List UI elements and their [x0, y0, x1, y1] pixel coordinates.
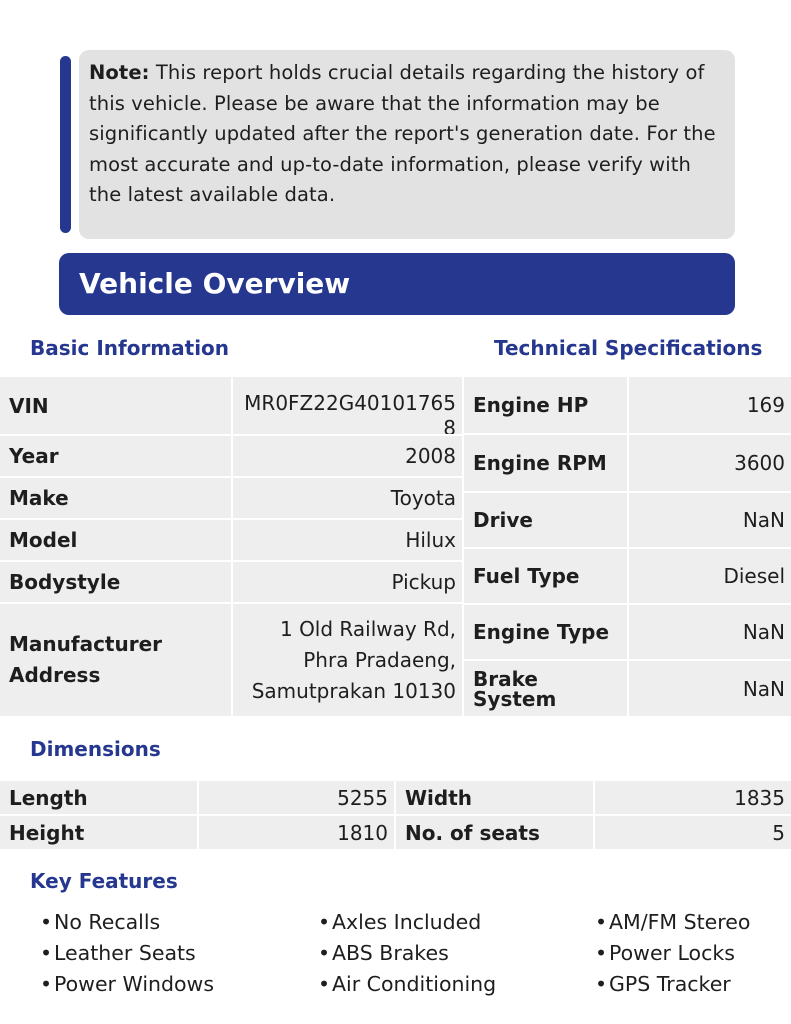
dimensions-title: Dimensions [30, 737, 161, 761]
address-value: 1 Old Railway Rd, Phra Pradaeng, Samutprakan 10130 [233, 604, 462, 716]
list-item: •AM/FM Stereo [595, 910, 751, 934]
note-accent-bar [60, 56, 71, 233]
height-label: Height [0, 816, 197, 849]
engine-hp-label: Engine HP [464, 377, 627, 433]
feature-column-1 [40, 907, 214, 1000]
model-value: Hilux [233, 520, 462, 560]
make-label: Make [0, 478, 231, 518]
vehicle-overview-header: Vehicle Overview [59, 253, 735, 315]
list-item: •Air Conditioning [318, 972, 497, 996]
feature-column-3 [595, 907, 750, 1000]
fuel-type-value: Diesel [629, 549, 791, 603]
engine-rpm-label: Engine RPM [464, 435, 627, 491]
fuel-type-label: Fuel Type [464, 549, 627, 603]
seats-label: No. of seats [396, 816, 593, 849]
vin-value: MR0FZ22G401017658 [233, 377, 462, 434]
list-item: •Power Locks [595, 941, 735, 965]
note-label: Note: [89, 61, 150, 84]
list-item: •GPS Tracker [595, 972, 731, 996]
note-text: This report holds crucial details regarding the history of this vehicle. Please be aware that the information may be significantly updated after the report's generation date. For the most accurate and up-to-date information, please verify with the latest available data. [89, 61, 716, 206]
address-label: Manufacturer Address [0, 604, 231, 716]
key-features-title: Key Features [30, 869, 178, 893]
note-box [79, 50, 735, 239]
list-item: •No Recalls [40, 910, 161, 934]
drive-label: Drive [464, 493, 627, 547]
report-note [60, 50, 735, 239]
engine-type-value: NaN [629, 605, 791, 659]
engine-type-label: Engine Type [464, 605, 627, 659]
brake-system-label: Brake System [464, 661, 627, 716]
list-item: •Power Windows [40, 972, 215, 996]
seats-value: 5 [595, 816, 791, 849]
basic-info-title: Basic Information [30, 336, 230, 360]
tech-specs-title: Technical Specifications [494, 336, 763, 360]
list-item: •ABS Brakes [318, 941, 449, 965]
vin-label: VIN [0, 377, 231, 434]
list-item: •Leather Seats [40, 941, 196, 965]
bodystyle-label: Bodystyle [0, 562, 231, 602]
model-label: Model [0, 520, 231, 560]
length-label: Length [0, 781, 197, 814]
width-label: Width [396, 781, 593, 814]
brake-system-value: NaN [629, 661, 791, 716]
engine-rpm-value: 3600 [629, 435, 791, 491]
year-value: 2008 [233, 436, 462, 476]
bodystyle-value: Pickup [233, 562, 462, 602]
feature-column-2 [318, 907, 496, 1000]
year-label: Year [0, 436, 231, 476]
height-value: 1810 [199, 816, 394, 849]
width-value: 1835 [595, 781, 791, 814]
engine-hp-value: 169 [629, 377, 791, 433]
make-value: Toyota [233, 478, 462, 518]
drive-value: NaN [629, 493, 791, 547]
length-value: 5255 [199, 781, 394, 814]
list-item: •Axles Included [318, 910, 482, 934]
